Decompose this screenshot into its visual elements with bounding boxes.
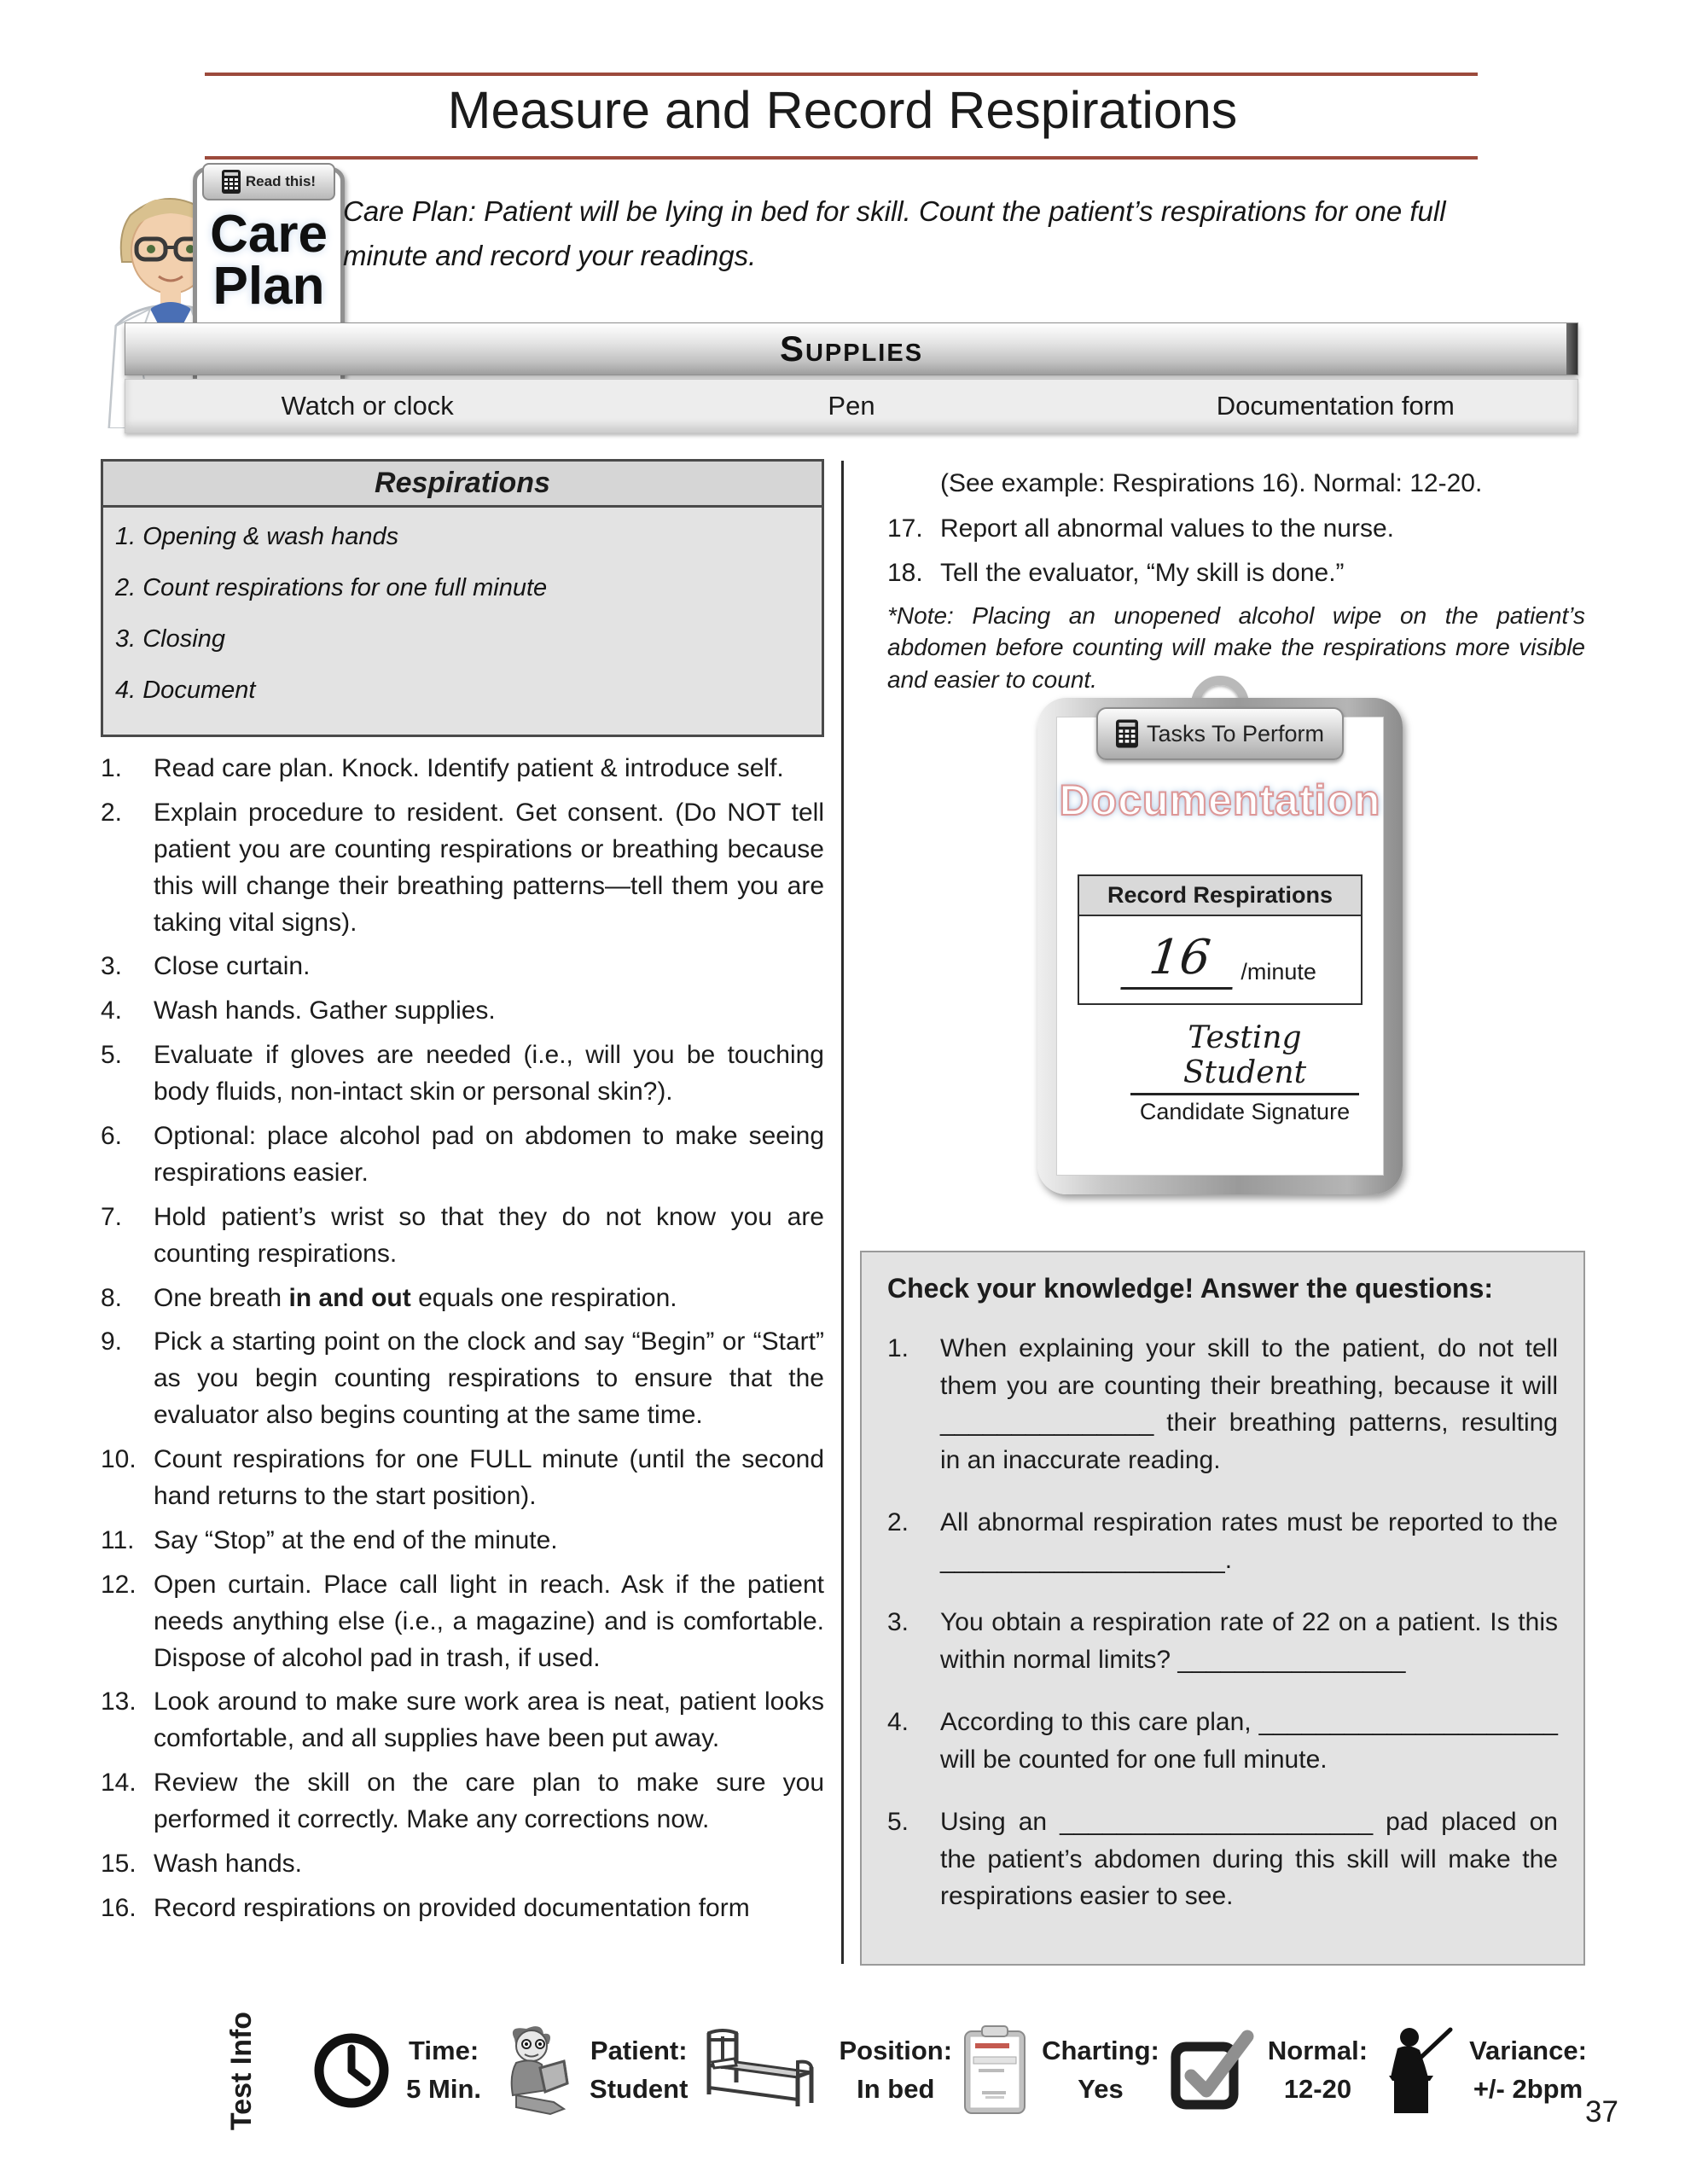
knowledge-question (887, 1504, 1558, 1578)
variance-presenter-icon (1377, 2026, 1455, 2115)
question-number: 2. (887, 1508, 909, 1536)
page-title: Measure and Record Respirations (447, 81, 1238, 139)
time-label: Time: (409, 2036, 479, 2066)
charting-label: Charting: (1042, 2036, 1159, 2066)
record-respirations-header: Record Respirations (1079, 876, 1361, 916)
step-text: One breath in and out equals one respiration. (154, 1283, 677, 1312)
step-number: 17. (887, 514, 923, 543)
care-plan-text: Care Plan: Patient will be lying in bed for skill. Count the patient’s respirations for one full minute and record your readings. (343, 195, 1446, 272)
step-text: Optional: place alcohol pad on abdomen to make seeing respirations easier. (154, 1122, 824, 1187)
step-text: Hold patient’s wrist so that they do not know you are counting respirations. (154, 1202, 824, 1268)
test-info-time (311, 2030, 481, 2111)
record-respirations-table (1078, 874, 1363, 1005)
position-label: Position: (839, 2036, 953, 2066)
procedure-step (101, 993, 824, 1030)
knowledge-question (887, 1604, 1558, 1678)
supply-item: Pen (828, 391, 875, 421)
step-number: 1. (101, 754, 123, 782)
position-value: In bed (857, 2074, 935, 2104)
tasks-to-perform-clip (1096, 707, 1344, 760)
tasks-to-perform-label: Tasks To Perform (1146, 720, 1325, 746)
step-number: 15. (101, 1850, 137, 1879)
step-number: 12. (101, 1570, 137, 1599)
procedure-step (101, 1846, 824, 1883)
supplies-items-row (125, 379, 1578, 433)
step-number: 16. (101, 1893, 137, 1922)
step-text: Read care plan. Knock. Identify patient & introduce self. (154, 754, 784, 782)
skill-box-item: 2. Count respirations for one full minute (115, 574, 548, 601)
procedure-step (887, 555, 1585, 592)
left-column (101, 459, 824, 1935)
skill-box-item: 1. Opening & wash hands (115, 523, 399, 550)
step-text: Count respirations for one FULL minute (until the second hand returns to the start position). (154, 1445, 824, 1511)
question-text: According to this care plan, _____________________ will be counted for one full minute. (940, 1708, 1558, 1774)
skill-box-title: Respirations (103, 462, 822, 508)
clock-icon (311, 2030, 392, 2111)
page-number: 37 (1585, 2095, 1618, 2129)
variance-label: Variance: (1469, 2036, 1587, 2066)
test-info-bar (183, 2007, 1587, 2135)
step-text: Close curtain. (154, 952, 311, 981)
step-text: Look around to make sure work area is neat, patient looks comfortable, and all supplies have been put away. (154, 1687, 824, 1753)
step-text: Tell the evaluator, “My skill is done.” (940, 558, 1345, 587)
respiration-value: 16 (1120, 930, 1239, 990)
procedure-step (101, 1199, 824, 1273)
time-value: 5 Min. (406, 2074, 482, 2104)
check-your-knowledge-box (860, 1251, 1585, 1966)
care-plan-clip (202, 163, 335, 200)
respirations-skill-box (101, 459, 824, 737)
procedure-step (101, 1118, 824, 1192)
calculator-icon (1116, 719, 1138, 748)
answer-blank: _____________________ (1258, 1708, 1558, 1736)
knowledge-questions (887, 1330, 1558, 1915)
documentation-heading: Documentation (1059, 776, 1381, 824)
procedure-step (101, 1442, 824, 1515)
step-number: 18. (887, 558, 923, 587)
test-info-variance (1377, 2026, 1587, 2115)
calculator-icon (222, 170, 241, 194)
candidate-signature-label: Candidate Signature (1139, 1099, 1351, 1124)
procedure-step (101, 795, 824, 942)
signature-block (1130, 1020, 1359, 1125)
step-number: 3. (101, 952, 123, 981)
candidate-signature-value: Testing Student (1130, 1020, 1359, 1095)
checkbox-icon (1169, 2028, 1254, 2113)
step-text: Report all abnormal values to the nurse. (940, 514, 1394, 543)
knowledge-question (887, 1804, 1558, 1915)
question-text: Using an ______________________ pad placed on the patient’s abdomen during this skill will make the respirations easier to see. (940, 1808, 1558, 1910)
procedure-step (101, 1281, 824, 1317)
procedure-step (101, 751, 824, 787)
step-number: 14. (101, 1769, 137, 1798)
question-number: 1. (887, 1334, 909, 1362)
procedure-steps-17-18 (887, 511, 1585, 592)
step-text: Review the skill on the care plan to make sure you performed it correctly. Make any corrections now. (154, 1769, 824, 1834)
respiration-unit: /minute (1241, 958, 1316, 985)
record-respirations-entry (1079, 916, 1361, 1003)
patient-label: Patient: (590, 2036, 688, 2066)
normal-label: Normal: (1267, 2036, 1368, 2066)
procedure-step (101, 1891, 824, 1927)
step-number: 8. (101, 1283, 123, 1312)
skill-box-item: 3. Closing (115, 625, 225, 653)
step-16-continuation: (See example: Respirations 16). Normal: 12-20. (940, 469, 1483, 497)
supply-item: Documentation form (1216, 391, 1455, 421)
question-number: 4. (887, 1708, 909, 1736)
procedure-steps-1-16 (101, 751, 824, 1927)
care-plan-clip-label: Read this! (245, 173, 317, 189)
note-text: *Note: Placing an unopened alcohol wipe on the patient’s abdomen before counting will make the respirations more visible and easier to count. (887, 601, 1585, 693)
procedure-step (101, 1324, 824, 1434)
question-text: You obtain a respiration rate of 22 on a patient. Is this within normal limits? ________________ (940, 1608, 1558, 1674)
step-number: 13. (101, 1687, 137, 1716)
step-text: Wash hands. Gather supplies. (154, 996, 496, 1025)
title-underline-rule (205, 156, 1478, 160)
clipboard-frame (1037, 698, 1403, 1194)
top-rule (205, 73, 1478, 76)
step-text: Say “Stop” at the end of the minute. (154, 1525, 558, 1554)
step-text: Wash hands. (154, 1850, 302, 1879)
clipboard-paper (1056, 717, 1384, 1176)
procedure-step (101, 1567, 824, 1677)
step-number: 10. (101, 1445, 137, 1474)
step-text: Record respirations on provided documentation form (154, 1893, 750, 1922)
test-info-normal (1169, 2028, 1368, 2113)
answer-blank: ________________ (1177, 1645, 1406, 1674)
test-info-charting (962, 2024, 1159, 2117)
step-text: Evaluate if gloves are needed (i.e., will you be touching body fluids, non-intact skin or personal skin?). (154, 1041, 824, 1107)
step-number: 6. (101, 1122, 123, 1151)
student-reading-icon (491, 2024, 576, 2117)
step-text: Open curtain. Place call light in reach. Ask if the patient needs anything else (i.e., a magazine) and is comfortable. Dispose of alcohol pad in trash, if used. (154, 1570, 824, 1672)
variance-value: +/- 2bpm (1473, 2074, 1583, 2104)
supplies-header-bar (125, 322, 1578, 375)
test-info-patient (491, 2024, 688, 2117)
procedure-step (101, 1523, 824, 1560)
step-number: 11. (101, 1525, 135, 1554)
step-number: 7. (101, 1202, 123, 1231)
skill-box-item: 4. Document (115, 677, 256, 704)
question-number: 3. (887, 1608, 909, 1636)
answer-blank: _______________ (940, 1409, 1154, 1437)
procedure-step (101, 1037, 824, 1111)
knowledge-question (887, 1330, 1558, 1478)
step-number: 5. (101, 1041, 123, 1070)
step-number: 2. (101, 798, 123, 827)
procedure-step (887, 511, 1585, 548)
right-column (887, 466, 1585, 695)
care-plan-board-title: Care Plan (210, 205, 328, 316)
supplies-title: Supplies (779, 328, 924, 369)
patient-value: Student (590, 2074, 689, 2104)
question-text: All abnormal respiration rates must be reported to the ____________________. (940, 1508, 1558, 1574)
knowledge-question (887, 1704, 1558, 1778)
procedure-step (101, 1684, 824, 1757)
knowledge-title: Check your knowledge! Answer the questions: (887, 1273, 1494, 1304)
answer-blank: ____________________ (940, 1545, 1225, 1574)
step-number: 9. (101, 1327, 123, 1356)
test-info-label: Test Info (225, 2011, 259, 2130)
test-info-position (697, 2028, 952, 2113)
supply-item: Watch or clock (281, 391, 454, 421)
step-text: Explain procedure to resident. Get consent. (Do NOT tell patient you are counting respirations or breathing because this will change their breathing patterns—tell them you are taking vital signs). (154, 798, 824, 937)
procedure-step (101, 949, 824, 985)
question-number: 5. (887, 1808, 909, 1836)
question-text: When explaining your skill to the patient, do not tell them you are counting their breathing, because it will _______________ their breathing patterns, resulting in an inaccurate reading. (940, 1334, 1558, 1474)
normal-value: 12-20 (1283, 2074, 1352, 2104)
documentation-clipboard (1037, 688, 1403, 1194)
procedure-step (101, 1765, 824, 1838)
charting-clipboard-icon (962, 2024, 1028, 2117)
charting-value: Yes (1078, 2074, 1124, 2104)
step-number: 4. (101, 996, 123, 1025)
skill-box-body (103, 508, 822, 735)
bed-icon (697, 2028, 825, 2113)
answer-blank: ______________________ (1060, 1808, 1374, 1836)
step-text: Pick a starting point on the clock and say “Begin” or “Start” as you begin counting respirations to ensure that the evaluator also begins counting at the same time. (154, 1327, 824, 1430)
column-divider (841, 461, 844, 1964)
